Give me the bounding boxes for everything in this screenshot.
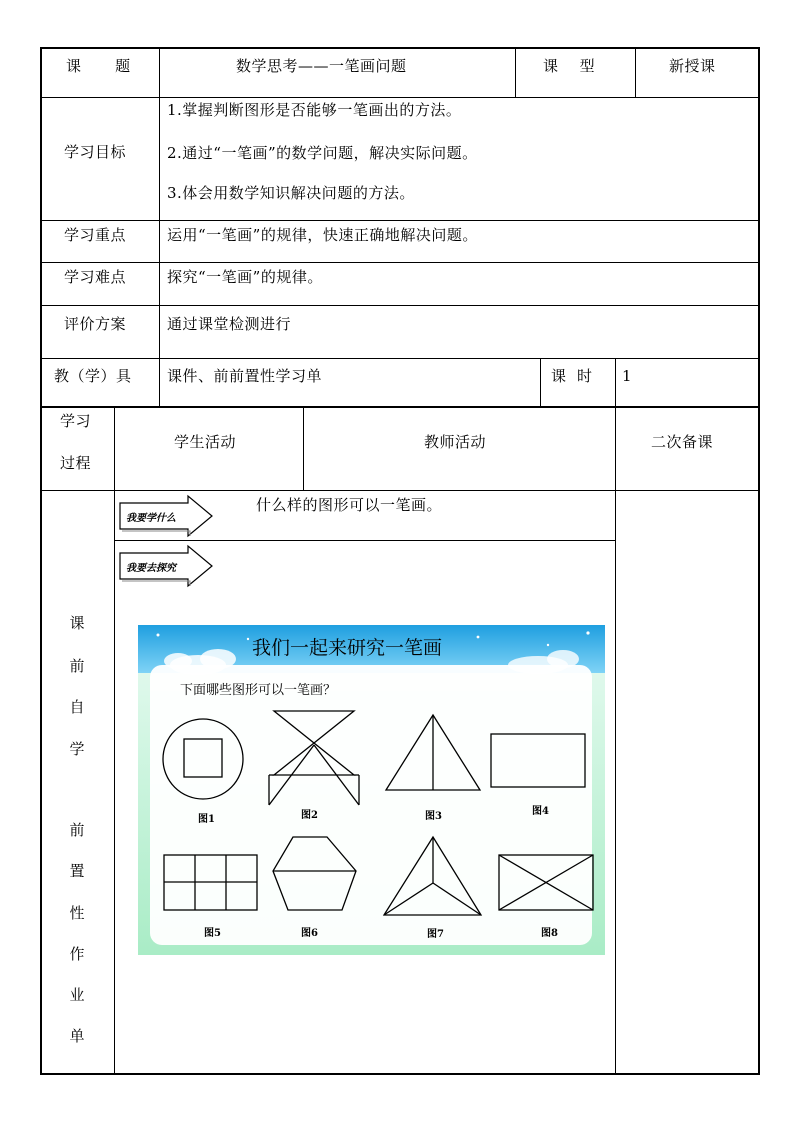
learn-what-label: 我要学什么 xyxy=(126,513,176,524)
figure-7-triangle-center xyxy=(384,837,481,915)
side-char: 单 xyxy=(69,1027,85,1045)
figure-5-grid xyxy=(164,855,257,910)
side-char: 前 xyxy=(69,657,85,675)
figure-4-rectangle xyxy=(491,734,585,787)
side-char: 置 xyxy=(69,862,85,880)
learn-what-text: 什么样的图形可以一笔画。 xyxy=(256,496,443,514)
hours-value: 1 xyxy=(622,367,633,385)
side-char: 作 xyxy=(69,945,85,963)
figure-label: 图6 xyxy=(301,928,318,939)
key-points-value: 运用“一笔画”的规律，快速正确地解决问题。 xyxy=(167,226,478,244)
figures-canvas xyxy=(138,625,605,955)
evaluation-label: 评价方案 xyxy=(64,315,127,333)
slide-title: 我们一起来研究一笔画 xyxy=(252,637,443,659)
topic-label: 课 题 xyxy=(66,57,134,75)
side-char: 自 xyxy=(69,698,85,716)
side-char: 课 xyxy=(69,614,85,632)
type-label: 课 型 xyxy=(543,57,596,75)
process-label-line2: 过程 xyxy=(60,454,92,472)
learn-what-arrow xyxy=(118,494,214,538)
tools-value: 课件、前前置性学习单 xyxy=(167,367,323,385)
figure-6-pentagon xyxy=(273,837,356,910)
tools-label: 教（学）具 xyxy=(54,367,132,385)
second-prep-header: 二次备课 xyxy=(651,433,714,451)
student-activity-header: 学生活动 xyxy=(174,433,237,451)
figure-1-circle-square xyxy=(163,719,243,799)
figure-8-rectangle-x xyxy=(499,855,593,910)
objective-item-2: 2.通过“一笔画”的数学问题，解决实际问题。 xyxy=(167,144,478,162)
slide-image xyxy=(138,625,605,955)
explore-arrow xyxy=(118,544,214,588)
topic-value: 数学思考——一笔画问题 xyxy=(236,57,407,75)
key-points-label: 学习重点 xyxy=(64,226,127,244)
figure-label: 图8 xyxy=(541,928,558,939)
difficulties-label: 学习难点 xyxy=(64,268,127,286)
process-label-line1: 学习 xyxy=(60,412,92,430)
difficulties-value: 探究“一笔画”的规律。 xyxy=(167,268,323,286)
evaluation-value: 通过课堂检测进行 xyxy=(167,315,292,333)
side-char: 学 xyxy=(69,740,85,758)
explore-label: 我要去探究 xyxy=(126,563,176,574)
figure-label: 图1 xyxy=(198,814,215,825)
side-char: 性 xyxy=(69,904,85,922)
figure-label: 图7 xyxy=(427,929,444,940)
type-value: 新授课 xyxy=(669,57,716,75)
figure-label: 图3 xyxy=(425,811,442,822)
slide-question: 下面哪些图形可以一笔画？ xyxy=(180,683,337,698)
side-char: 业 xyxy=(69,986,85,1004)
objective-item-1: 1.掌握判断图形是否能够一笔画出的方法。 xyxy=(167,101,462,119)
hours-label: 课 时 xyxy=(551,367,593,385)
figure-2-bowtie xyxy=(269,711,359,805)
figure-label: 图4 xyxy=(532,806,549,817)
figure-label: 图2 xyxy=(301,810,318,821)
figure-label: 图5 xyxy=(204,928,221,939)
figure-3-triangle xyxy=(386,715,480,790)
objective-item-3: 3.体会用数学知识解决问题的方法。 xyxy=(167,184,415,202)
side-char: 前 xyxy=(69,821,85,839)
teacher-activity-header: 教师活动 xyxy=(424,433,487,451)
objectives-label: 学习目标 xyxy=(64,143,127,161)
